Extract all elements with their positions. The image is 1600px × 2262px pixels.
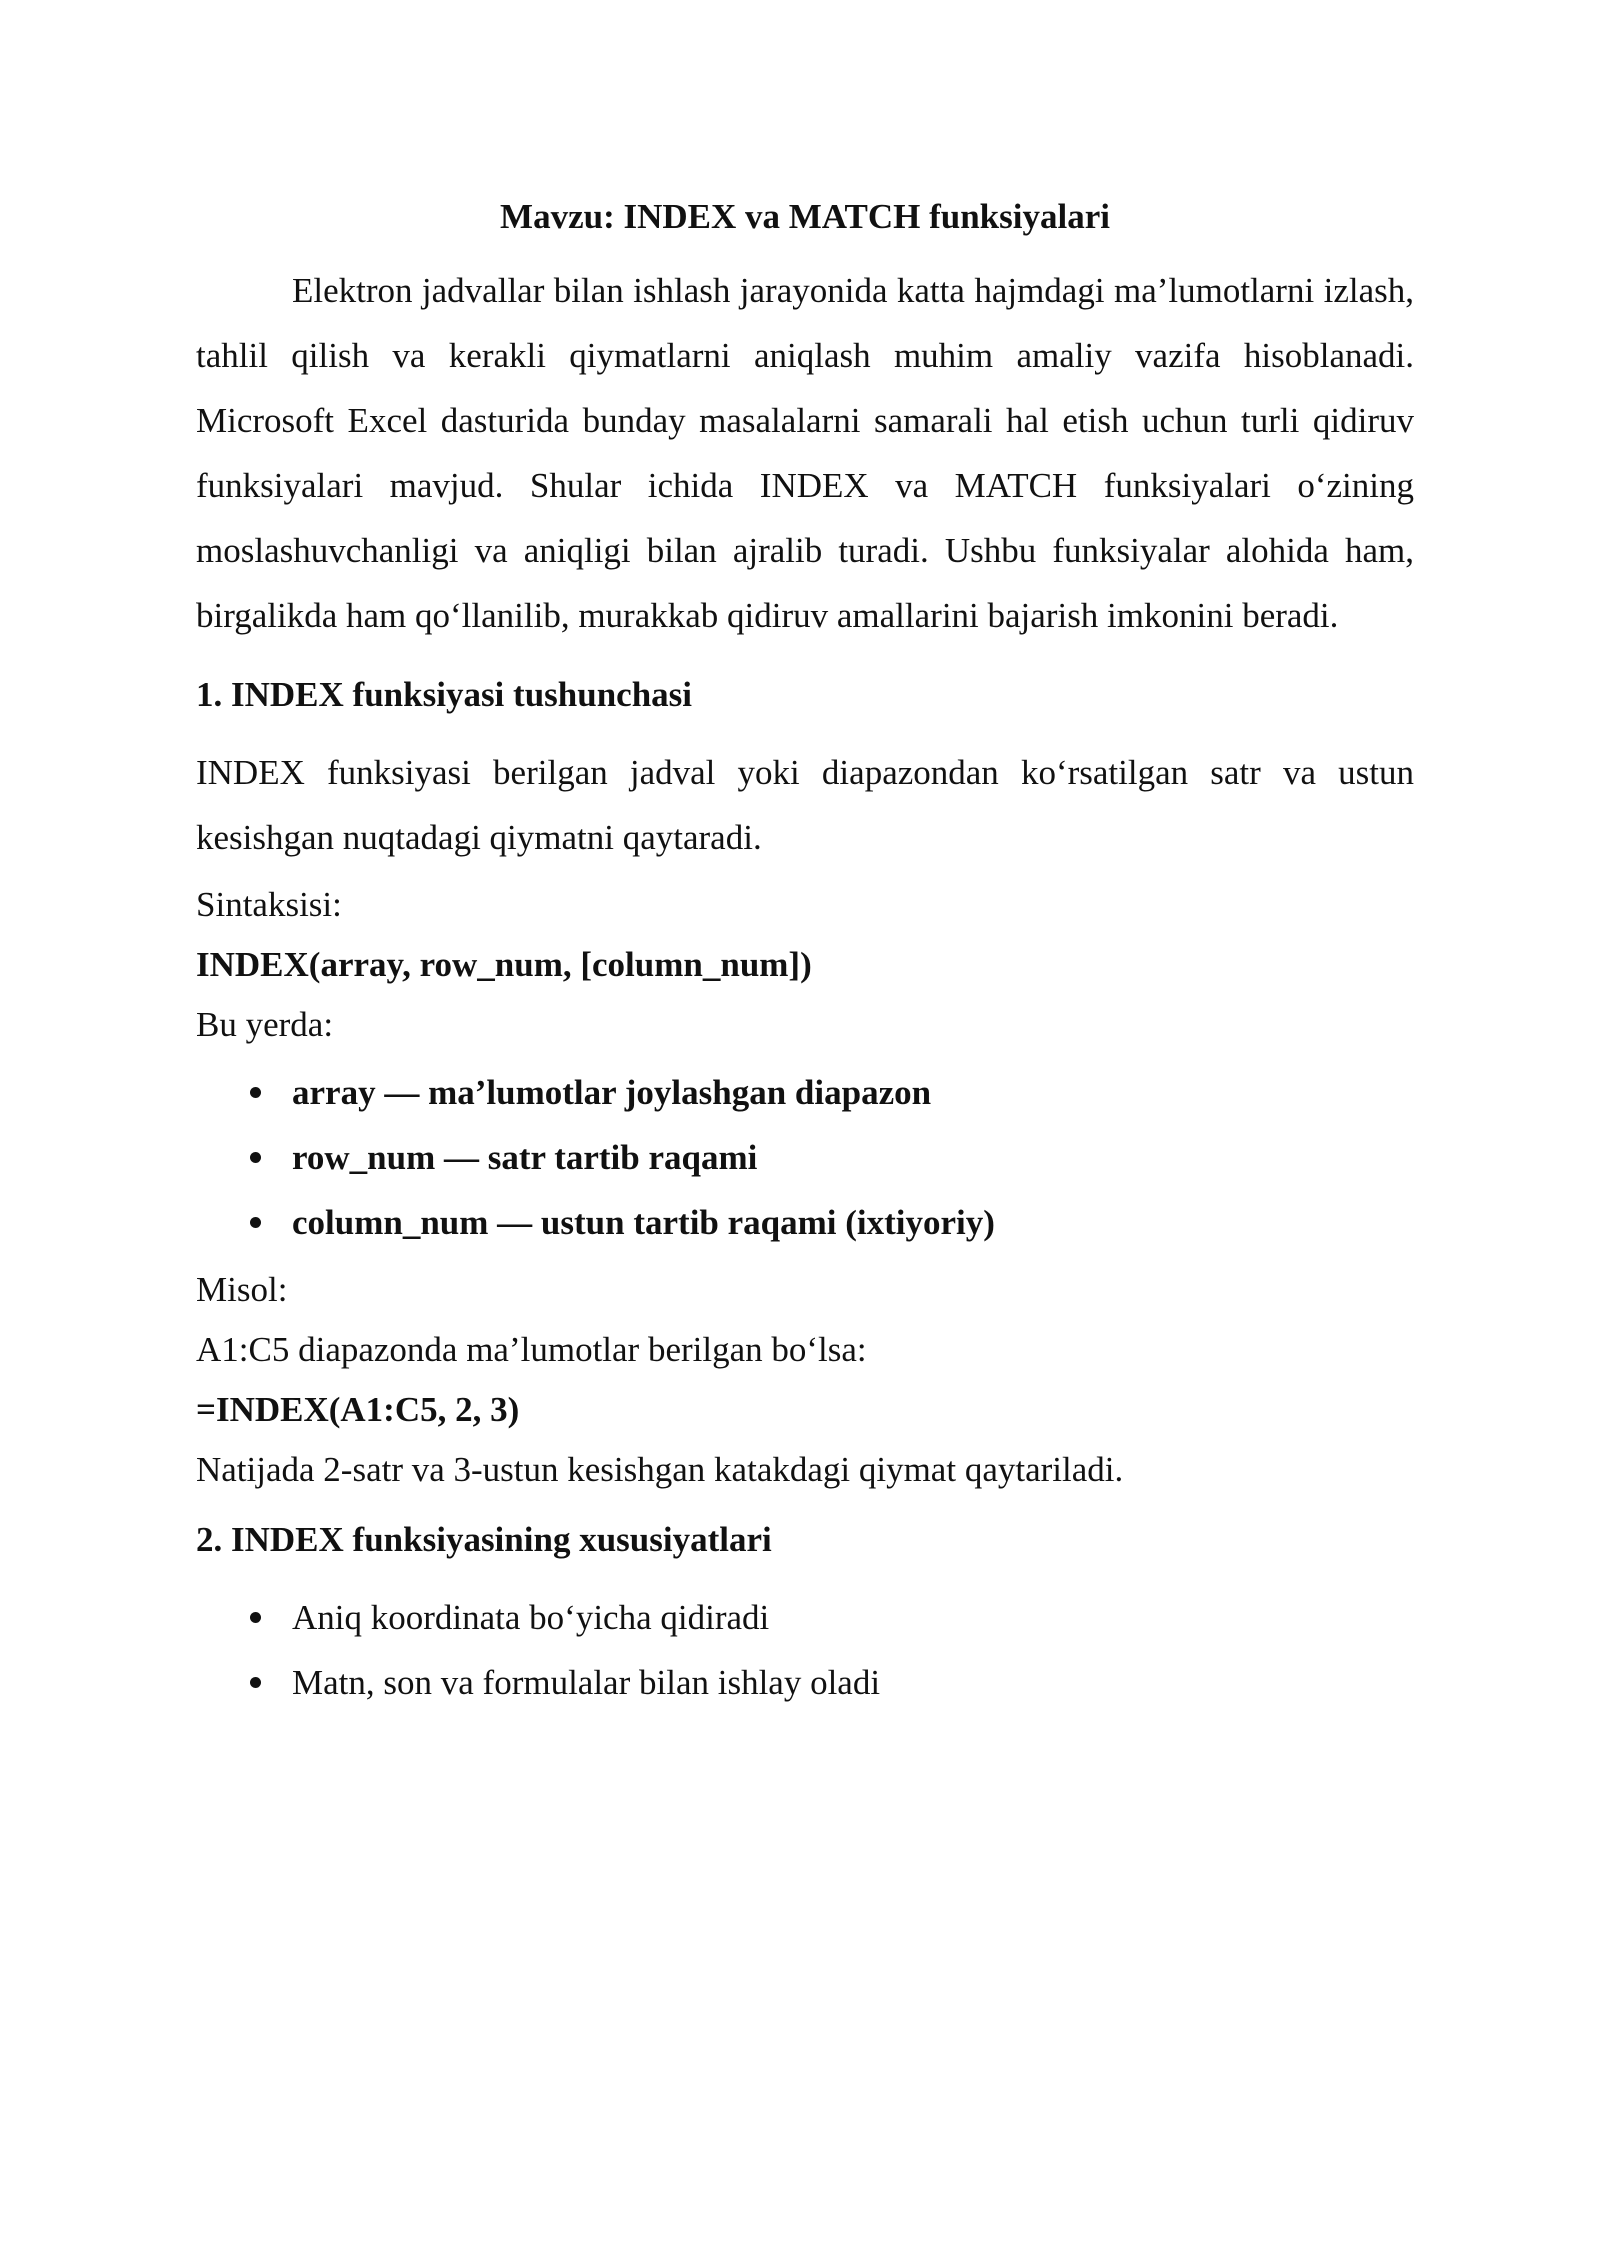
- parameter-text: array — ma’lumotlar joylashgan diapazon: [292, 1073, 932, 1112]
- syntax-label: Sintaksisi:: [196, 885, 342, 924]
- example-text: A1:C5 diapazonda ma’lumotlar berilgan bo‘lsa:: [196, 1330, 867, 1369]
- list-item: [196, 1650, 1414, 1715]
- example-formula: =INDEX(A1:C5, 2, 3): [196, 1390, 520, 1429]
- parameter-text: column_num — ustun tartib raqami (ixtiyoriy): [292, 1203, 995, 1242]
- list-item: [196, 1060, 1414, 1125]
- bullet-icon: [250, 1217, 261, 1228]
- feature-list: [196, 1585, 1414, 1715]
- list-item: [196, 1190, 1414, 1255]
- where-label: Bu yerda:: [196, 1005, 334, 1044]
- syntax-formula: INDEX(array, row_num, [column_num]): [196, 945, 812, 984]
- bullet-icon: [250, 1612, 261, 1623]
- result-text: Natijada 2-satr va 3-ustun kesishgan katakdagi qiymat qaytariladi.: [196, 1450, 1124, 1489]
- list-item: [196, 1125, 1414, 1190]
- section-1-description: INDEX funksiyasi berilgan jadval yoki diapazondan ko‘rsatilgan satr va ustun kesishgan nuqtadagi qiymatni qaytaradi.: [196, 753, 1414, 857]
- section-2-heading: 2. INDEX funksiyasining xususiyatlari: [196, 1520, 772, 1559]
- list-item: [196, 1585, 1414, 1650]
- feature-text: Matn, son va formulalar bilan ishlay oladi: [292, 1663, 881, 1702]
- bullet-icon: [250, 1152, 261, 1163]
- bullet-icon: [250, 1087, 261, 1098]
- section-1-heading: 1. INDEX funksiyasi tushunchasi: [196, 675, 693, 714]
- parameter-text: row_num — satr tartib raqami: [292, 1138, 758, 1177]
- bullet-icon: [250, 1677, 261, 1688]
- parameter-list: [196, 1060, 1414, 1255]
- example-label: Misol:: [196, 1270, 288, 1309]
- intro-paragraph: Elektron jadvallar bilan ishlash jarayonida katta hajmdagi ma’lumotlarni izlash, tahlil qilish va kerakli qiymatlarni aniqlash muhim amaliy vazifa hisoblanadi. Microsoft Excel dasturida bunday masalalarni samarali hal etish uchun turli qidiruv funksiyalari mavjud. Shular ichida INDEX va MATCH funksiyalari o‘zining moslashuvchanligi va aniqligi bilan ajralib turadi. Ushbu funksiyalar alohida ham, birgalikda ham qo‘llanilib, murakkab qidiruv amallarini bajarish imkonini beradi.: [196, 271, 1414, 635]
- document-page: [196, 192, 1414, 1715]
- document-title: Mavzu: INDEX va MATCH funksiyalari: [500, 197, 1110, 236]
- feature-text: Aniq koordinata bo‘yicha qidiradi: [292, 1598, 770, 1637]
